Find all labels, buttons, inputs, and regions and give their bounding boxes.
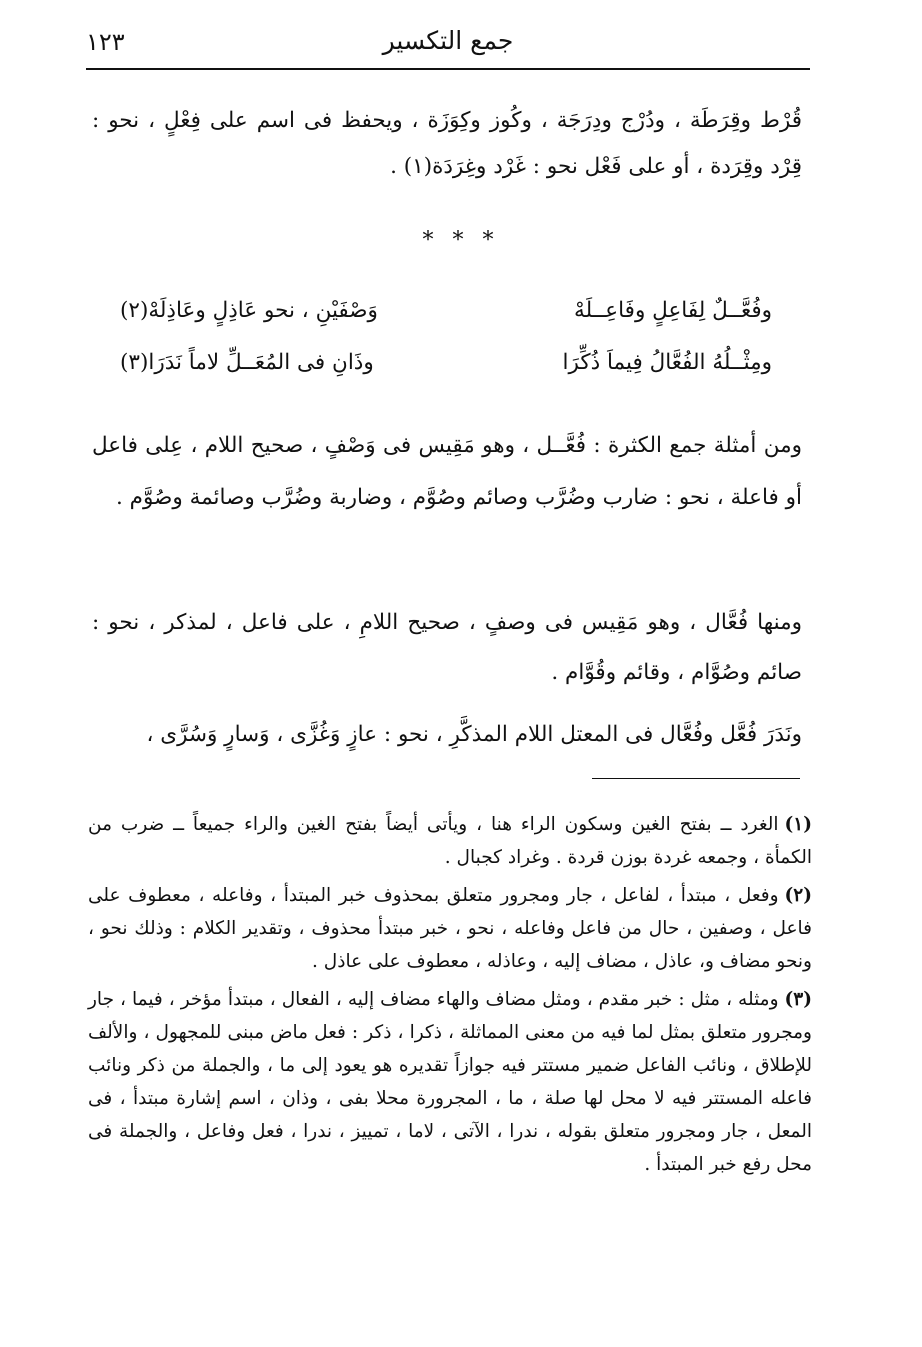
- page-number: ١٢٣: [86, 28, 125, 56]
- verse-1-second-hemistich: وَصْفَيْنِ ، نحو عَاذِلٍ وعَاذِلَهْ(٢): [120, 298, 378, 323]
- paragraph-1: قُرْط وقِرَطَة ، ودُرْج ودِرَجَة ، وكُوز وكِوَزَة ، ويحفظ فى اسم على فِعْلٍ ، نحو : قِرْد وقِرَدة ، أو على فَعْل نحو : غَرْد وغِرَدَة(١) .: [92, 108, 802, 179]
- running-title: جمع التكسير: [382, 26, 514, 55]
- header-rule: [86, 68, 810, 70]
- verse-line-2: [120, 350, 772, 390]
- page-header: [86, 22, 810, 66]
- footnote-3-text: ومثله ، مثل : خبر مقدم ، ومثل مضاف والهاء مضاف إليه ، الفعال ، مبتدأ مؤخر ، فيما ، جار ومجرور متعلق بمثل لما فيه من معنى المماثلة ، ذكرا ، ذكر : فعل ماض مبنى للمجهول ، والألف للإطلاق ، ونائب الفاعل ضمير مستتر فيه جوازاً تقديره هو يعود إلى ما ، والجملة من ذكر ونائب فاعله المستتر فيه لا محل لها صلة ، ما ، المجرورة محلا بفى ، وذان ، اسم إشارة مبتدأ ، فى المعل ، جار ومجرور متعلق بقوله ، ندرا ، الآتى ، لاما ، تمييز ، ندرا ، فعل وفاعل ، والجملة فى محل رفع خبر المبتدأ .: [88, 989, 812, 1175]
- paragraph-4: ونَدَرَ فُعَّل وفُعَّال فى المعتل اللام المذكَّرِ ، نحو : عازٍ وَغُزَّى ، وَسارٍ وَسُرَّى ،: [146, 722, 802, 747]
- footnotes: [88, 808, 812, 1186]
- paragraph-2: ومن أمثلة جمع الكثرة : فُعَّــل ، وهو مَقِيس فى وَصْفٍ ، صحيح اللام ، عِلى فاعل أو فاعلة ، نحو : ضارب وضُرَّب وصائم وصُوَّم ، وضاربة وضُرَّب وصائمة وصُوَّم .: [92, 433, 802, 510]
- footnote-1: [88, 808, 812, 874]
- paragraph-3: ومنها فُعَّال ، وهو مَقِيس فى وصفٍ ، صحيح اللامِ ، على فاعل ، لمذكر ، نحو : صائم وصُوَّام ، وقائم وقُوَّام .: [92, 610, 802, 685]
- footnote-1-text: الغرد ــ بفتح الغين وسكون الراء هنا ، ويأتى أيضاً بفتح الغين والراء جميعاً ــ ضرب من الكمأة ، وجمعه غردة بوزن قردة . وغراد كجبال .: [88, 814, 812, 868]
- verse-2-second-hemistich: وذَانِ فى المُعَــلِّ لاماً نَدَرَا(٣): [120, 350, 374, 375]
- footnote-2-number: (٢): [784, 885, 812, 906]
- footnote-3: [88, 983, 812, 1181]
- verse-2-first-hemistich: ومِثْــلُهُ الفُعَّالُ فِيماَ ذُكِّرَا: [562, 350, 772, 375]
- footnote-rule: [592, 778, 800, 779]
- verse-line-1: [120, 298, 772, 338]
- footnote-2-text: وفعل ، مبتدأ ، لفاعل ، جار ومجرور متعلق بمحذوف خبر المبتدأ ، وفاعله ، معطوف على فاعل ، وصفين ، حال من فاعل وفاعله ، نحو ، خبر مبتدأ محذوف ، وتقدير الكلام : وذلك نحو ، ونحو مضاف و، عاذل ، مضاف إليه ، وعاذله ، معطوف على عاذل .: [88, 885, 812, 972]
- verse-1-first-hemistich: وفُعَّــلٌ لِفَاعِلٍ وفَاعِــلَهْ: [574, 298, 772, 323]
- footnote-1-number: (١): [784, 814, 812, 835]
- footnote-3-number: (٣): [784, 989, 812, 1010]
- footnote-2: [88, 879, 812, 978]
- section-separator: * * *: [422, 228, 500, 253]
